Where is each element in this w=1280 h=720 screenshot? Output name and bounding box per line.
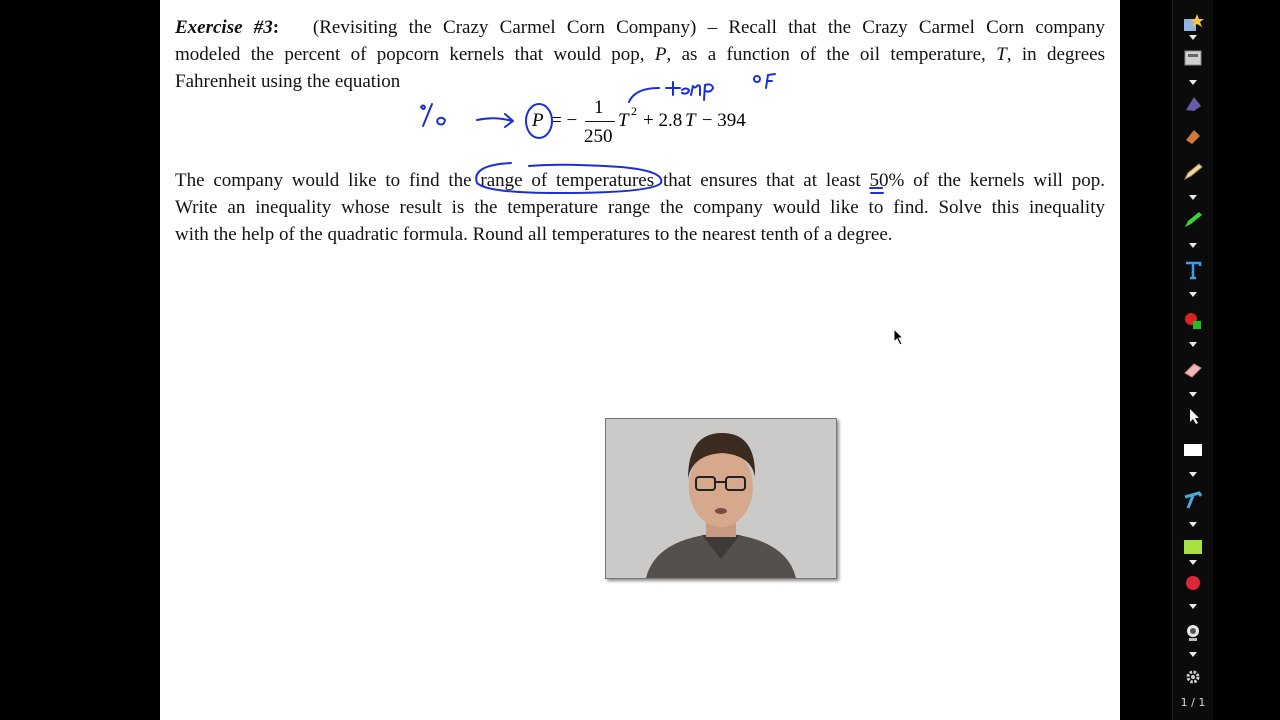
page-sorter-icon[interactable] <box>1181 48 1205 68</box>
task-highlight: range of temperatures <box>480 170 655 191</box>
chevron-down-icon[interactable] <box>1189 604 1197 609</box>
chevron-down-icon[interactable] <box>1189 35 1197 40</box>
fraction-bar <box>585 121 615 122</box>
exercise-label: Exercise #3 <box>175 17 273 38</box>
eraser-icon[interactable] <box>1181 360 1205 380</box>
page-icon[interactable] <box>1181 440 1205 460</box>
intro-line-3: Fahrenheit using the equation <box>175 71 401 92</box>
chevron-down-icon[interactable] <box>1189 342 1197 347</box>
intro-text-2c: , in degrees <box>1006 44 1105 65</box>
webcam-video[interactable] <box>605 418 837 579</box>
intro-text-2b: , as a function of the oil temperature, <box>666 44 986 65</box>
webcam-icon[interactable] <box>1181 622 1205 642</box>
text-icon[interactable] <box>1181 260 1205 280</box>
var-p: P <box>654 44 667 65</box>
exercise-intro <box>175 14 1105 95</box>
page-gutter <box>1120 0 1172 720</box>
mouse-cursor-icon <box>893 328 905 346</box>
equation-lhs: P <box>532 110 544 131</box>
toolbar-strip <box>1172 0 1213 720</box>
highlighter-icon[interactable] <box>1181 210 1205 230</box>
chevron-down-icon[interactable] <box>1189 472 1197 477</box>
document-page <box>160 0 1120 720</box>
intro-text-2a: modeled the percent of popcorn kernels that would pop, <box>175 44 645 65</box>
equation-rest-b: − 394 <box>697 110 746 131</box>
chevron-down-icon[interactable] <box>1189 80 1197 85</box>
right-toolbar <box>1172 0 1280 720</box>
chevron-down-icon[interactable] <box>1189 652 1197 657</box>
page-counter: 1 / 1 <box>1180 696 1206 709</box>
select-arrow-icon[interactable] <box>1181 406 1205 426</box>
settings-gear-icon[interactable] <box>1181 667 1205 687</box>
chevron-down-icon[interactable] <box>1189 560 1197 565</box>
equation-numerator: 1 <box>594 97 604 118</box>
intro-line-2 <box>175 41 1105 68</box>
record-icon[interactable] <box>1181 573 1205 593</box>
task-line-1 <box>175 167 1105 194</box>
var-t: T <box>996 44 1007 65</box>
favorites-star-icon[interactable] <box>1181 13 1205 33</box>
equation-rest-t: T <box>685 110 696 131</box>
pen-icon[interactable] <box>1181 162 1205 182</box>
equation-t: T <box>618 110 629 131</box>
chevron-down-icon[interactable] <box>1189 392 1197 397</box>
chevron-down-icon[interactable] <box>1189 195 1197 200</box>
intro-line-1 <box>175 14 1105 41</box>
task-line-2: Write an inequality whose result is the temperature range the company would like to find. Solve this inequality <box>175 197 1105 218</box>
color-picker-icon[interactable] <box>1181 310 1205 330</box>
line-icon[interactable] <box>1181 490 1205 510</box>
equation-equals: = − <box>551 110 578 131</box>
fill-icon[interactable] <box>1181 126 1205 146</box>
equation-rest-a: + 2.8 <box>643 110 683 131</box>
task-text-1a: The company would like to find the <box>175 170 481 191</box>
task-text-1b: that ensures that at least 50% of the kernels will pop. <box>654 170 1105 191</box>
chevron-down-icon[interactable] <box>1189 522 1197 527</box>
equation-denominator: 250 <box>584 126 613 147</box>
intro-text-1: (Revisiting the Crazy Carmel Corn Company) – Recall that the Crazy Carmel Corn company <box>312 17 1106 38</box>
exercise-colon: : <box>272 17 280 38</box>
task-line-3: with the help of the quadratic formula. Round all temperatures to the nearest tenth of a degree. <box>175 224 893 245</box>
chevron-down-icon[interactable] <box>1189 292 1197 297</box>
equation-exponent: 2 <box>631 104 637 118</box>
shapes-icon[interactable] <box>1181 94 1205 114</box>
chevron-down-icon[interactable] <box>1189 243 1197 248</box>
task-paragraph <box>175 167 1105 248</box>
presenter-image <box>606 419 836 578</box>
rectangle-icon[interactable] <box>1181 537 1205 557</box>
